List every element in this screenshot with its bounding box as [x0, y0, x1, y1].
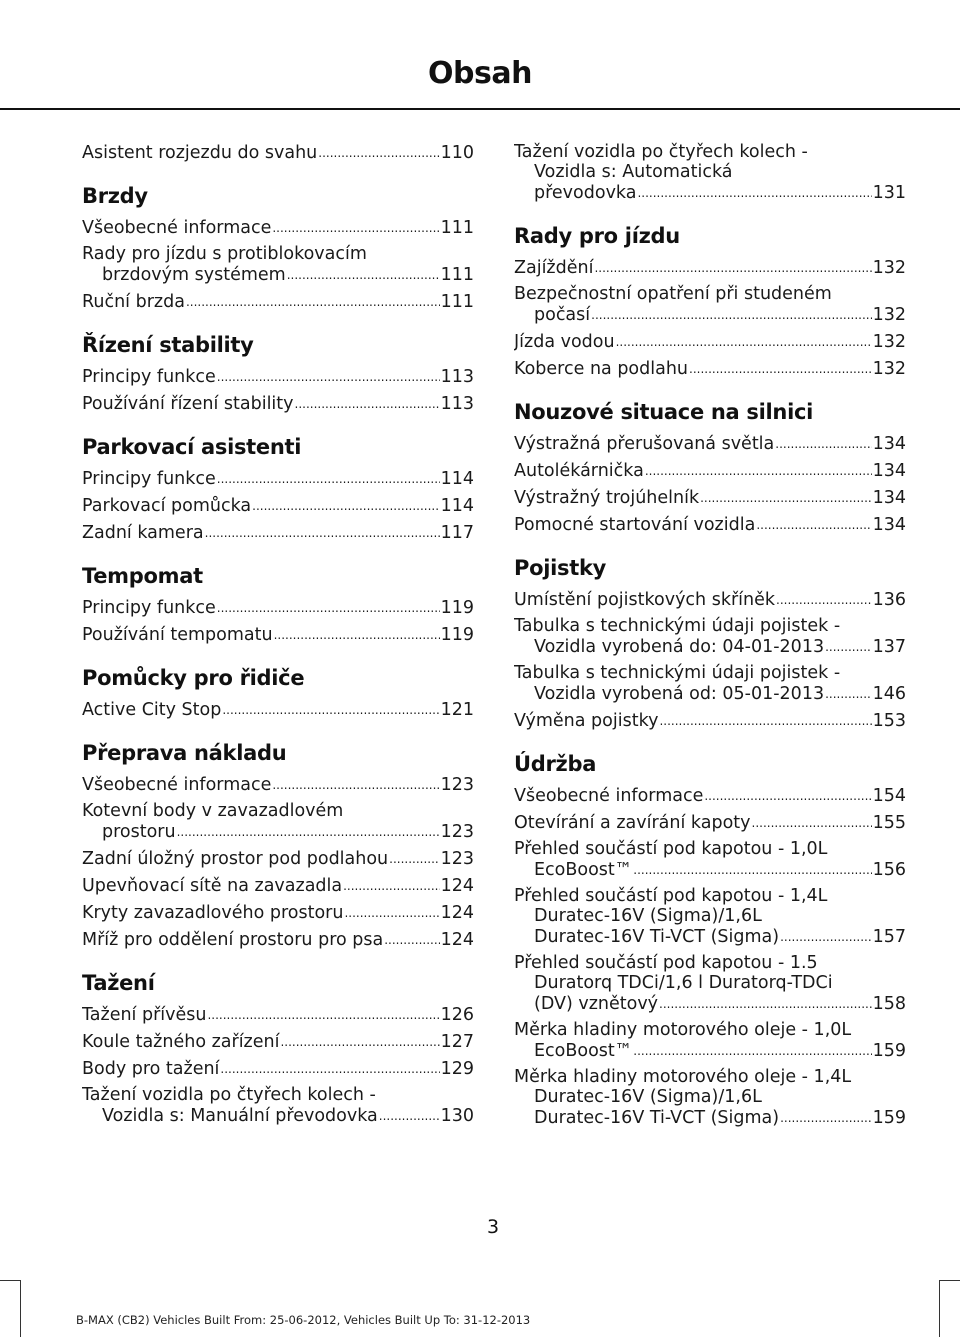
toc-page-number: 132	[872, 305, 906, 325]
dot-leader	[776, 589, 872, 610]
toc-entry-title: prostoru	[102, 822, 176, 842]
crop-mark	[0, 1280, 20, 1281]
dot-leader	[220, 1058, 439, 1079]
toc-entry-line: Kotevní body v zavazadlovém	[82, 801, 344, 821]
footer-vehicle-info: B-MAX (CB2) Vehicles Built From: 25-06-2012, Vehicles Built Up To: 31-12-2013	[76, 1313, 531, 1327]
toc-page-number: 134	[872, 461, 906, 481]
toc-entry[interactable]	[514, 616, 906, 657]
toc-entry-title: Používání tempomatu	[82, 625, 273, 645]
dot-leader	[217, 597, 440, 618]
toc-entry-title: (DV) vznětový	[534, 994, 659, 1014]
section-heading: Tempomat	[82, 564, 203, 588]
dot-leader	[217, 468, 440, 489]
toc-left-column	[82, 142, 474, 1132]
section-heading: Parkovací asistenti	[82, 435, 302, 459]
dot-leader	[689, 358, 872, 379]
crop-mark	[940, 1280, 960, 1281]
toc-entry-title: Principy funkce	[82, 367, 216, 387]
toc-entry-title: Active City Stop	[82, 700, 222, 720]
toc-entry[interactable]	[82, 393, 474, 414]
dot-leader	[704, 785, 871, 806]
section-heading: Řízení stability	[82, 333, 254, 357]
toc-entry-title: Všeobecné informace	[514, 786, 704, 806]
toc-entry-title: Duratec-16V Ti-VCT (Sigma)	[534, 1108, 780, 1128]
toc-page-number: 154	[872, 786, 906, 806]
toc-entry[interactable]	[514, 460, 906, 481]
toc-entry-title: Principy funkce	[82, 469, 216, 489]
toc-entry-title: Upevňovací sítě na zavazadla	[82, 876, 343, 896]
toc-entry[interactable]	[82, 1058, 474, 1079]
toc-page-number: 124	[440, 876, 474, 896]
crop-mark	[939, 1280, 940, 1337]
dot-leader	[389, 848, 439, 869]
toc-entry[interactable]	[514, 812, 906, 833]
toc-page-number: 157	[872, 927, 906, 947]
dot-leader	[272, 217, 439, 238]
toc-entry-title: Ruční brzda	[82, 292, 185, 312]
toc-page-number: 123	[440, 775, 474, 795]
toc-entry-title: Parkovací pomůcka	[82, 496, 252, 516]
toc-entry-line: Tažení vozidla po čtyřech kolech -	[514, 142, 808, 162]
toc-entry[interactable]	[514, 331, 906, 352]
toc-page-number: 117	[440, 523, 474, 543]
toc-entry[interactable]	[82, 774, 474, 795]
toc-page-number: 111	[440, 265, 474, 285]
toc-page-number: 114	[440, 496, 474, 516]
toc-entry-line: Duratorq TDCi/1,6 l Duratorq-TDCi	[534, 973, 833, 993]
toc-page-number: 111	[440, 292, 474, 312]
toc-page-number: 158	[872, 994, 906, 1014]
toc-entry-title: Výstražná přerušovaná světla	[514, 434, 775, 454]
toc-page-number: 156	[872, 860, 906, 880]
toc-entry[interactable]	[514, 514, 906, 535]
toc-entry[interactable]	[514, 886, 906, 947]
toc-entry-title: počasí	[534, 305, 591, 325]
toc-entry-title: Tažení přívěsu	[82, 1005, 207, 1025]
toc-entry[interactable]	[514, 358, 906, 379]
section-heading: Pojistky	[514, 556, 607, 580]
dot-leader	[274, 624, 440, 645]
toc-entry-title: Koberce na podlahu	[514, 359, 689, 379]
toc-page-number: 137	[872, 637, 906, 657]
toc-page-number: 134	[872, 515, 906, 535]
toc-page-number: 159	[872, 1041, 906, 1061]
toc-entry-line: Vozidla s: Automatická	[534, 162, 733, 182]
toc-page-number: 121	[440, 700, 474, 720]
toc-entry[interactable]	[82, 1085, 474, 1126]
toc-entry-title: EcoBoost™	[534, 1041, 633, 1061]
toc-entry[interactable]	[82, 624, 474, 645]
toc-entry[interactable]	[82, 468, 474, 489]
toc-page-number: 155	[872, 813, 906, 833]
toc-page-number: 119	[440, 598, 474, 618]
dot-leader	[633, 1040, 871, 1061]
toc-entry[interactable]	[514, 142, 906, 203]
toc-entry-title: Zajíždění	[514, 258, 594, 278]
toc-entry-title: Vozidla vyrobená od: 05-01-2013	[534, 684, 825, 704]
toc-entry[interactable]	[514, 1020, 906, 1061]
toc-entry[interactable]	[82, 699, 474, 720]
toc-entry-title: Výměna pojistky	[514, 711, 659, 731]
toc-entry-title: Všeobecné informace	[82, 775, 272, 795]
toc-entry-line: Měrka hladiny motorového oleje - 1,4L	[514, 1067, 852, 1087]
dot-leader	[594, 257, 871, 278]
toc-entry-line: Duratec-16V (Sigma)/1,6L	[534, 906, 762, 926]
toc-entry-line: Měrka hladiny motorového oleje - 1,0L	[514, 1020, 852, 1040]
toc-entry[interactable]	[514, 487, 906, 508]
toc-page-number: 114	[440, 469, 474, 489]
toc-entry-line: Tabulka s technickými údaji pojistek -	[514, 663, 841, 683]
dot-leader	[318, 142, 439, 163]
dot-leader	[780, 926, 871, 947]
dot-leader	[280, 1031, 439, 1052]
toc-entry[interactable]	[82, 597, 474, 618]
toc-entry[interactable]	[514, 785, 906, 806]
toc-entry[interactable]	[82, 1004, 474, 1025]
toc-entry-title: Vozidla s: Manuální převodovka	[102, 1106, 378, 1126]
toc-right-column	[514, 142, 906, 1134]
toc-entry-title: Otevírání a zavírání kapoty	[514, 813, 751, 833]
dot-leader	[616, 331, 872, 352]
toc-entry-line: Přehled součástí pod kapotou - 1,4L	[514, 886, 828, 906]
toc-entry[interactable]	[514, 953, 906, 1014]
toc-page-number: 123	[440, 822, 474, 842]
toc-page-number: 134	[872, 488, 906, 508]
toc-entry[interactable]	[82, 1031, 474, 1052]
page-number: 3	[486, 1216, 500, 1238]
toc-entry-title: Používání řízení stability	[82, 394, 294, 414]
toc-entry-line: Tabulka s technickými údaji pojistek -	[514, 616, 841, 636]
title-rule	[0, 108, 960, 110]
dot-leader	[252, 495, 439, 516]
toc-page-number: 111	[440, 218, 474, 238]
dot-leader	[272, 774, 439, 795]
dot-leader	[700, 487, 872, 508]
toc-entry-line: Rady pro jízdu s protiblokovacím	[82, 244, 367, 264]
dot-leader	[207, 1004, 439, 1025]
section-heading: Údržba	[514, 752, 597, 776]
section-heading: Rady pro jízdu	[514, 224, 680, 248]
toc-entry-line: Duratec-16V (Sigma)/1,6L	[534, 1087, 762, 1107]
toc-page-number: 153	[872, 711, 906, 731]
toc-entry-title: převodovka	[534, 183, 637, 203]
toc-entry[interactable]	[514, 257, 906, 278]
toc-entry[interactable]	[82, 801, 474, 842]
page-title: Obsah	[428, 56, 532, 91]
dot-leader	[659, 710, 871, 731]
toc-entry[interactable]	[82, 244, 474, 285]
toc-entry[interactable]	[514, 284, 906, 325]
toc-entry[interactable]	[82, 495, 474, 516]
dot-leader	[633, 859, 871, 880]
section-heading: Tažení	[82, 971, 155, 995]
toc-entry[interactable]	[82, 848, 474, 869]
crop-mark	[20, 1280, 21, 1337]
toc-page-number: 130	[440, 1106, 474, 1126]
dot-leader	[177, 821, 440, 842]
toc-entry[interactable]	[514, 1067, 906, 1128]
toc-page-number: 136	[872, 590, 906, 610]
toc-page-number: 131	[872, 183, 906, 203]
dot-leader	[752, 812, 872, 833]
toc-entry[interactable]	[514, 839, 906, 880]
toc-entry-title: Principy funkce	[82, 598, 216, 618]
toc-entry[interactable]	[82, 366, 474, 387]
toc-entry-title: Umístění pojistkových skříněk	[514, 590, 776, 610]
toc-entry-title: Všeobecné informace	[82, 218, 272, 238]
toc-entry[interactable]	[82, 217, 474, 238]
section-heading: Brzdy	[82, 184, 148, 208]
toc-entry-line: Přehled součástí pod kapotou - 1,0L	[514, 839, 828, 859]
dot-leader	[186, 291, 440, 312]
toc-entry[interactable]	[82, 522, 474, 543]
section-heading: Nouzové situace na silnici	[514, 400, 814, 424]
dot-leader	[205, 522, 440, 543]
toc-entry-title: Kryty zavazadlového prostoru	[82, 903, 344, 923]
toc-page-number: 129	[440, 1059, 474, 1079]
toc-entry-title: Jízda vodou	[514, 332, 615, 352]
toc-entry-title: Asistent rozjezdu do svahu	[82, 143, 318, 163]
toc-page-number: 110	[440, 143, 474, 163]
toc-entry-title: Body pro tažení	[82, 1059, 220, 1079]
toc-entry[interactable]	[82, 875, 474, 896]
dot-leader	[659, 993, 872, 1014]
toc-page-number: 132	[872, 332, 906, 352]
toc-entry-title: Výstražný trojúhelník	[514, 488, 700, 508]
toc-entry[interactable]	[82, 291, 474, 312]
dot-leader	[825, 683, 872, 704]
toc-entry-title: Zadní kamera	[82, 523, 204, 543]
toc-page-number: 134	[872, 434, 906, 454]
toc-page-number: 124	[440, 903, 474, 923]
toc-page-number: 124	[440, 930, 474, 950]
toc-entry-line: Bezpečnostní opatření při studeném	[514, 284, 832, 304]
toc-entry[interactable]	[514, 710, 906, 731]
toc-entry-line: Tažení vozidla po čtyřech kolech -	[82, 1085, 376, 1105]
toc-page-number: 127	[440, 1032, 474, 1052]
dot-leader	[295, 393, 440, 414]
dot-leader	[344, 902, 439, 923]
toc-entry-title: Koule tažného zařízení	[82, 1032, 280, 1052]
dot-leader	[343, 875, 439, 896]
dot-leader	[222, 699, 439, 720]
dot-leader	[384, 929, 439, 950]
toc-entry-title: Zadní úložný prostor pod podlahou	[82, 849, 389, 869]
dot-leader	[645, 460, 872, 481]
section-heading: Přeprava nákladu	[82, 741, 287, 765]
toc-page-number: 146	[872, 684, 906, 704]
toc-entry[interactable]	[82, 902, 474, 923]
section-heading: Pomůcky pro řidiče	[82, 666, 305, 690]
dot-leader	[825, 636, 872, 657]
toc-page-number: 126	[440, 1005, 474, 1025]
dot-leader	[379, 1105, 440, 1126]
toc-page-number: 113	[440, 394, 474, 414]
dot-leader	[775, 433, 871, 454]
toc-page-number: 113	[440, 367, 474, 387]
dot-leader	[756, 514, 871, 535]
toc-entry[interactable]	[514, 433, 906, 454]
toc-page-number: 159	[872, 1108, 906, 1128]
toc-page-number: 119	[440, 625, 474, 645]
toc-entry[interactable]	[82, 929, 474, 950]
toc-page-number: 132	[872, 258, 906, 278]
toc-entry-title: Pomocné startování vozidla	[514, 515, 756, 535]
toc-entry-title: Mříž pro oddělení prostoru pro psa	[82, 930, 384, 950]
toc-entry[interactable]	[514, 589, 906, 610]
toc-entry-title: EcoBoost™	[534, 860, 633, 880]
toc-entry[interactable]	[514, 663, 906, 704]
toc-entry-title: Duratec-16V Ti-VCT (Sigma)	[534, 927, 780, 947]
dot-leader	[287, 264, 440, 285]
dot-leader	[591, 304, 871, 325]
toc-entry[interactable]	[82, 142, 474, 163]
toc-entry-title: Vozidla vyrobená do: 04-01-2013	[534, 637, 825, 657]
dot-leader	[780, 1107, 871, 1128]
toc-entry-title: brzdovým systémem	[102, 265, 286, 285]
toc-page-number: 132	[872, 359, 906, 379]
toc-entry-title: Autolékárnička	[514, 461, 644, 481]
toc-entry-line: Přehled součástí pod kapotou - 1.5	[514, 953, 818, 973]
dot-leader	[637, 182, 871, 203]
dot-leader	[217, 366, 440, 387]
toc-page-number: 123	[440, 849, 474, 869]
